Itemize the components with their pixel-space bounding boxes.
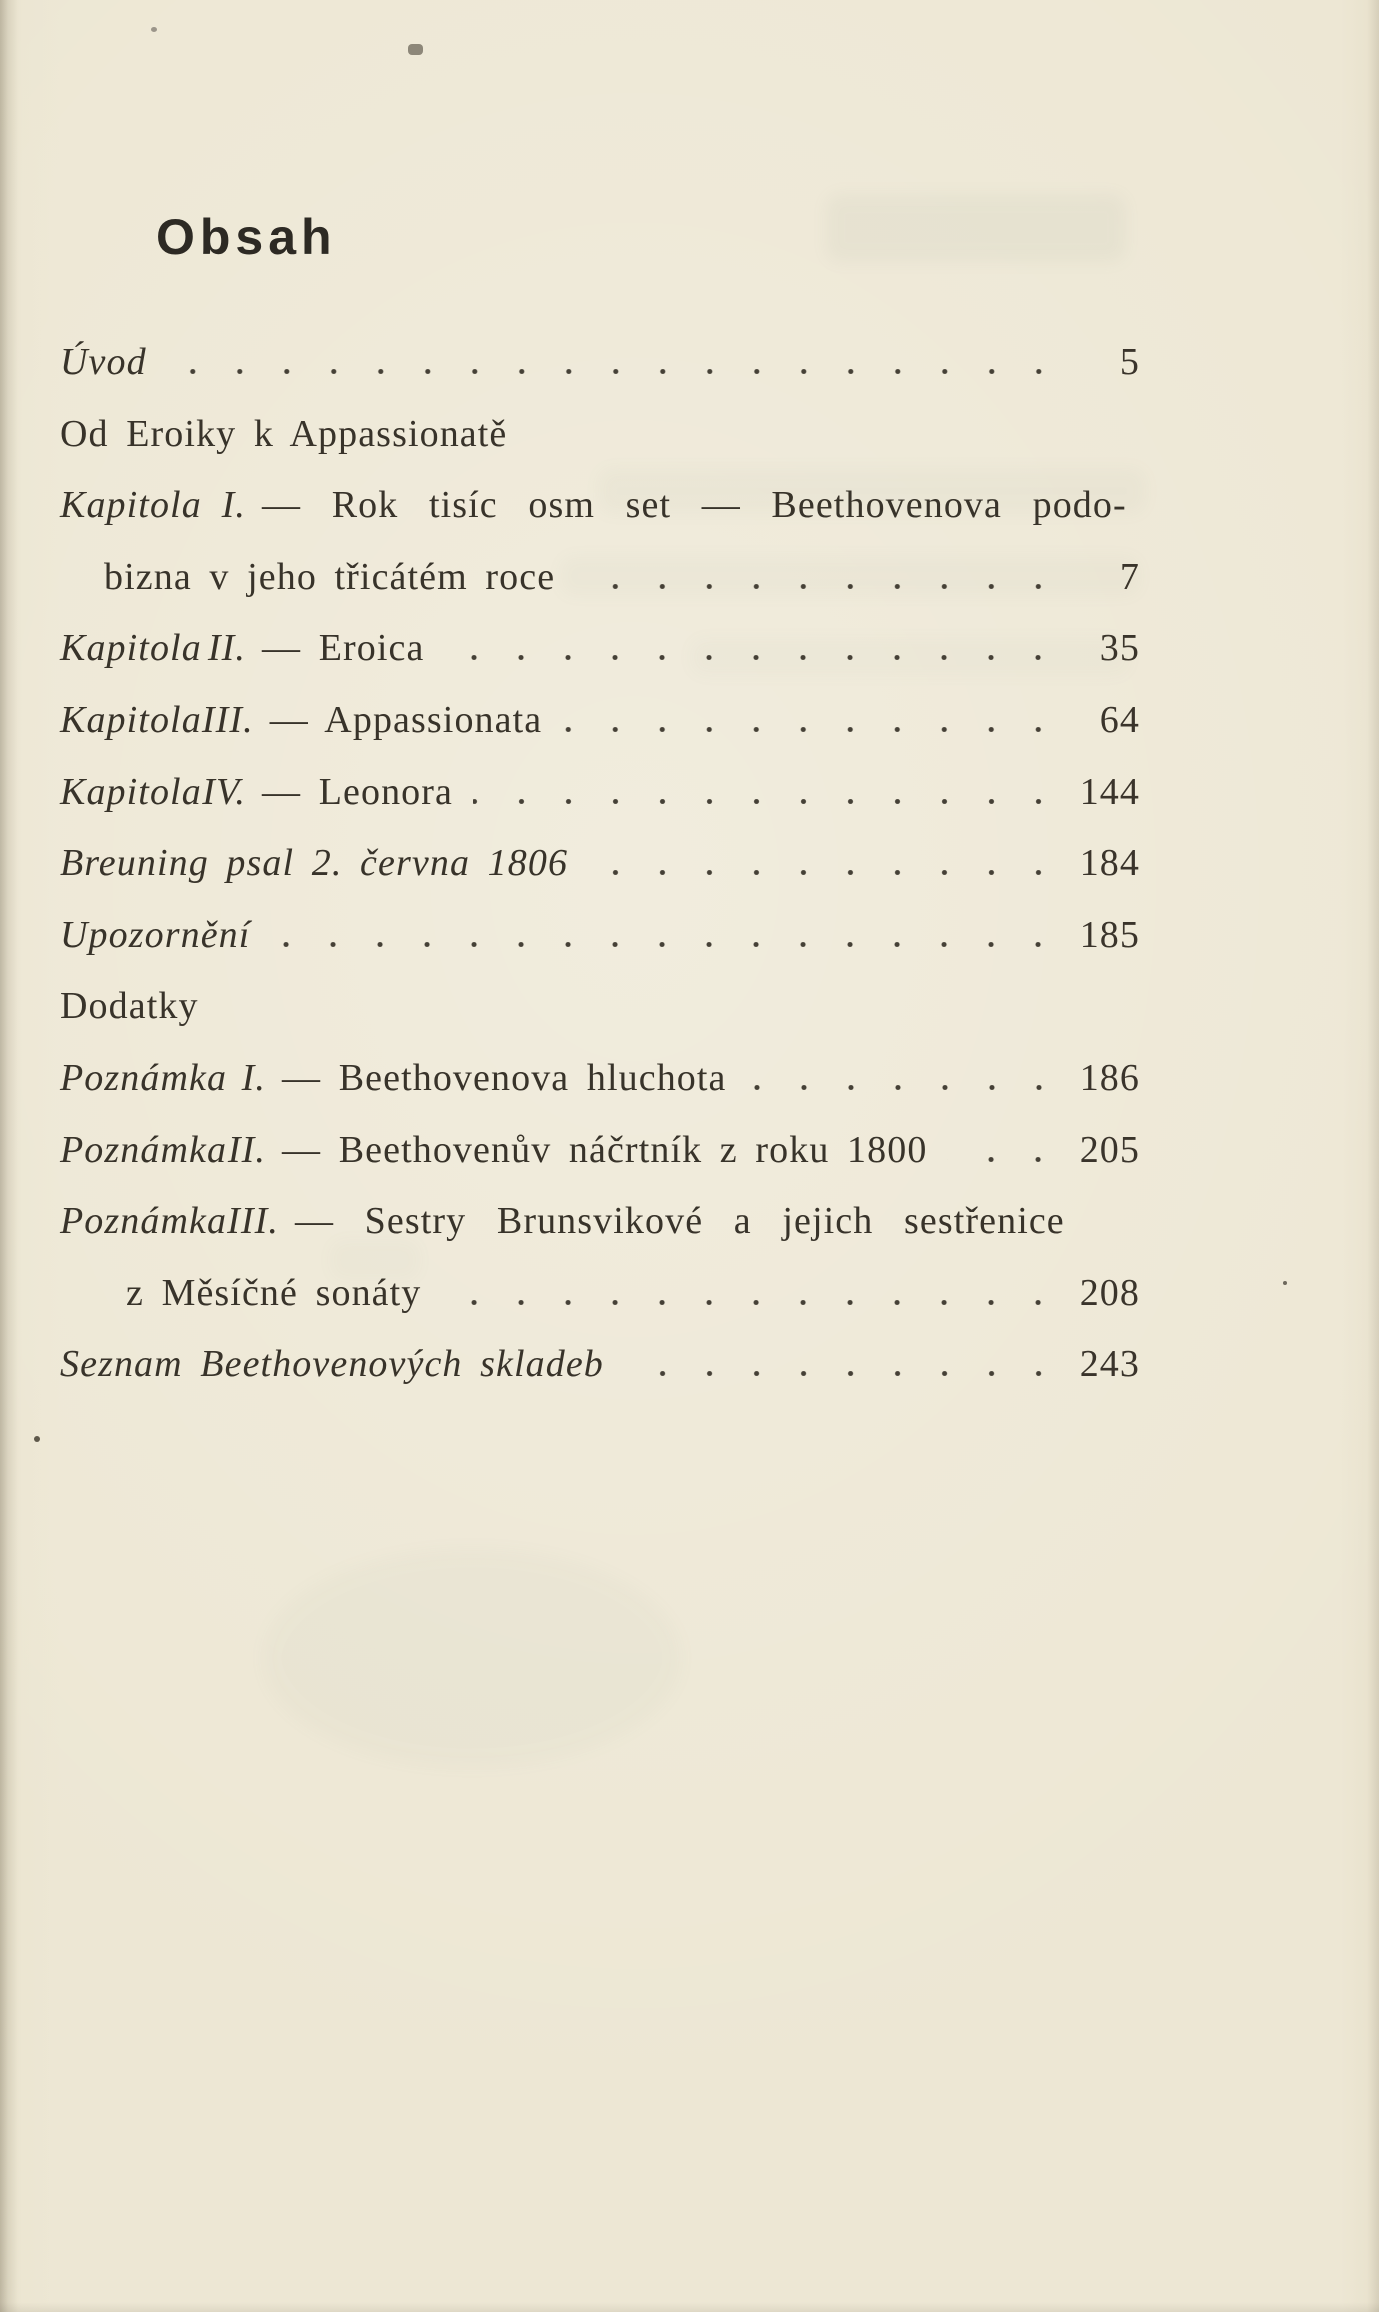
toc-entry-label: — Appassionata: [269, 698, 543, 741]
page-number: 184: [1079, 842, 1140, 885]
page-number: 205: [1079, 1128, 1140, 1171]
leader-dots: [947, 1157, 1062, 1162]
page-number: 64: [1099, 698, 1140, 741]
toc-row: [60, 828, 1140, 900]
entry-prefix: Kapitola: [60, 770, 202, 813]
toc-entry-label: — Beethovenova hluchota: [282, 1056, 727, 1099]
toc-row: [60, 327, 1140, 399]
entry-numeral: II.: [227, 1128, 266, 1171]
entry-numeral: I.: [221, 484, 246, 527]
entry-prefix: Kapitola: [60, 698, 202, 741]
leader-dots: [444, 655, 1062, 660]
toc-entry-label: Dodatky: [60, 985, 199, 1028]
page-title: Obsah: [156, 209, 337, 265]
entry-prefix: Poznámka: [60, 1200, 228, 1243]
toc-entry-number-box: [60, 1115, 266, 1187]
entry-prefix: Kapitola: [60, 627, 202, 670]
entry-numeral: II.: [207, 627, 246, 670]
entry-numeral: I.: [241, 1056, 266, 1099]
toc-row: [60, 470, 1140, 542]
toc-row: [60, 900, 1140, 972]
scan-speck: [408, 44, 423, 55]
bleed-through-smudge: [826, 194, 1126, 262]
page-right-edge-shadow: [1367, 0, 1379, 2312]
page-number: 35: [1099, 627, 1140, 670]
toc-row: [60, 1043, 1140, 1115]
entry-numeral: III.: [227, 1200, 279, 1243]
leader-dots: [588, 870, 1062, 875]
leader-dots: [270, 942, 1062, 947]
toc-row: [60, 757, 1140, 829]
page-number: 144: [1079, 770, 1140, 813]
toc-row: [60, 1258, 1140, 1330]
toc-entry-number-box: [60, 613, 246, 685]
page-number: 5: [1119, 341, 1140, 383]
page-number: 185: [1079, 913, 1140, 956]
toc-row: [60, 399, 1140, 471]
leader-dots: [167, 369, 1062, 374]
toc-row: [60, 542, 1140, 614]
toc-entry-label: Breuning psal 2. června 1806: [60, 842, 569, 885]
toc-row: [60, 613, 1140, 685]
toc-entry-label: bizna v jeho třicátém roce: [104, 555, 556, 598]
toc-row: [60, 971, 1140, 1043]
toc-entry-label: — Rok tisíc osm set — Beethovenova podo-: [262, 484, 1127, 527]
toc-entry-label: — Sestry Brunsvikové a jejich sestřenice: [294, 1200, 1065, 1243]
table-of-contents: [60, 327, 1140, 1401]
toc-entry-number-box: [60, 757, 246, 829]
entry-numeral: IV.: [202, 770, 246, 813]
leader-dots: [473, 799, 1062, 804]
leader-dots: [624, 1371, 1062, 1376]
leader-dots: [575, 584, 1062, 589]
toc-entry-label: Od Eroiky k Appassionatě: [60, 412, 508, 455]
toc-row: [60, 685, 1140, 757]
scan-speck: [34, 1436, 40, 1442]
page-bottom-edge-shadow: [0, 2302, 1379, 2312]
scan-speck: [151, 27, 157, 32]
toc-entry-label: z Měsíčné sonáty: [126, 1271, 422, 1314]
leader-dots: [562, 727, 1062, 732]
entry-numeral: III.: [201, 698, 254, 741]
toc-row: [60, 1186, 1140, 1258]
toc-entry-label: — Beethovenův náčrtník z roku 1800: [282, 1128, 928, 1171]
toc-entry-label: Úvod: [60, 341, 147, 383]
toc-entry-number-box: [60, 685, 254, 757]
page-number: 243: [1079, 1343, 1140, 1386]
toc-entry-number-box: [60, 470, 246, 542]
entry-prefix: Poznámka: [60, 1056, 228, 1099]
toc-entry-label: — Leonora: [262, 770, 453, 813]
scan-speck: [1283, 1281, 1287, 1285]
bleed-through-smudge: [262, 1548, 682, 1768]
page-number: 186: [1079, 1056, 1140, 1099]
leader-dots: [441, 1300, 1062, 1305]
toc-entry-label: Upozornění: [60, 913, 251, 956]
entry-prefix: Kapitola: [60, 484, 202, 527]
leader-dots: [747, 1085, 1062, 1090]
toc-row: [60, 1329, 1140, 1401]
toc-entry-number-box: [60, 1043, 266, 1115]
page-left-edge-shadow: [0, 0, 18, 2312]
toc-entry-label: Seznam Beethovenových skladeb: [60, 1343, 604, 1386]
toc-row: [60, 1115, 1140, 1187]
page-number: 208: [1079, 1271, 1140, 1314]
toc-entry-number-box: [60, 1186, 279, 1258]
entry-prefix: Poznámka: [60, 1128, 228, 1171]
page-number: 7: [1119, 555, 1140, 598]
toc-entry-label: — Eroica: [262, 627, 425, 670]
